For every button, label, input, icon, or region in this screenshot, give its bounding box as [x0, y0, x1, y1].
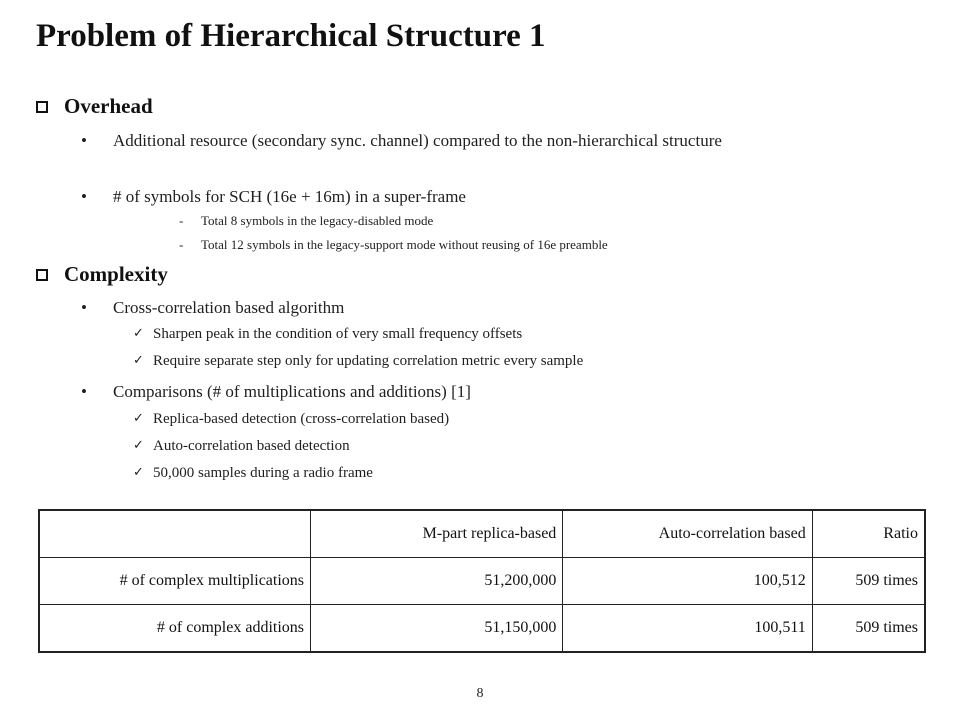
check-text: Sharpen peak in the condition of very small frequency offsets [153, 326, 523, 342]
bullet-text: # of symbols for SCH (16e + 16m) in a super-frame [113, 187, 466, 206]
checkbox-square-icon [36, 101, 48, 113]
slide-title: Problem of Hierarchical Structure 1 [36, 18, 546, 54]
checkmark-icon: ✓ [133, 465, 144, 480]
bullet-text: Additional resource (secondary sync. channel) compared to the non-hierarchical structure [113, 131, 722, 150]
sub-bullet-text: Total 12 symbols in the legacy-support mode without reusing of 16e preamble [201, 237, 608, 252]
bullet-item [81, 381, 471, 403]
table-row [39, 558, 925, 605]
bullet-item [81, 130, 893, 152]
table-header-cell [39, 510, 311, 558]
section-heading-label: Complexity [64, 262, 168, 286]
bullet-item [81, 186, 466, 208]
bullet-dot-icon: • [81, 298, 87, 317]
table-row [39, 605, 925, 653]
section-heading-complexity [36, 262, 168, 287]
table-cell: 509 times [812, 605, 925, 653]
table-cell: # of complex additions [39, 605, 311, 653]
sub-bullet-item [179, 237, 608, 253]
table-header-cell: M-part replica-based [311, 510, 563, 558]
page-number: 8 [476, 686, 484, 701]
check-item [133, 438, 350, 455]
dash-icon: - [179, 213, 184, 228]
checkmark-icon: ✓ [133, 353, 144, 368]
check-item [133, 465, 373, 482]
check-text: Require separate step only for updating correlation metric every sample [153, 353, 584, 369]
comparison-table [38, 509, 926, 653]
table-cell: 100,511 [563, 605, 812, 653]
table-cell: # of complex multiplications [39, 558, 311, 605]
sub-bullet-item [179, 213, 434, 229]
table-cell: 100,512 [563, 558, 812, 605]
check-item [133, 411, 450, 428]
table-header-cell: Auto-correlation based [563, 510, 812, 558]
check-item [133, 353, 584, 370]
checkmark-icon: ✓ [133, 326, 144, 341]
bullet-dot-icon: • [81, 382, 87, 401]
table-cell: 509 times [812, 558, 925, 605]
checkmark-icon: ✓ [133, 411, 144, 426]
section-heading-label: Overhead [64, 94, 153, 118]
bullet-dot-icon: • [81, 131, 87, 150]
check-text: Replica-based detection (cross-correlation based) [153, 411, 450, 427]
checkbox-square-icon [36, 269, 48, 281]
section-heading-overhead [36, 94, 153, 119]
sub-bullet-text: Total 8 symbols in the legacy-disabled mode [201, 213, 434, 228]
table-cell: 51,150,000 [311, 605, 563, 653]
table-header-cell: Ratio [812, 510, 925, 558]
check-text: 50,000 samples during a radio frame [153, 465, 373, 481]
bullet-text: Cross-correlation based algorithm [113, 298, 345, 317]
table-header-row [39, 510, 925, 558]
bullet-text: Comparisons (# of multiplications and additions) [1] [113, 382, 471, 401]
checkmark-icon: ✓ [133, 438, 144, 453]
check-text: Auto-correlation based detection [153, 438, 350, 454]
bullet-dot-icon: • [81, 187, 87, 206]
table-cell: 51,200,000 [311, 558, 563, 605]
bullet-item [81, 297, 345, 319]
check-item [133, 326, 523, 343]
dash-icon: - [179, 237, 184, 252]
